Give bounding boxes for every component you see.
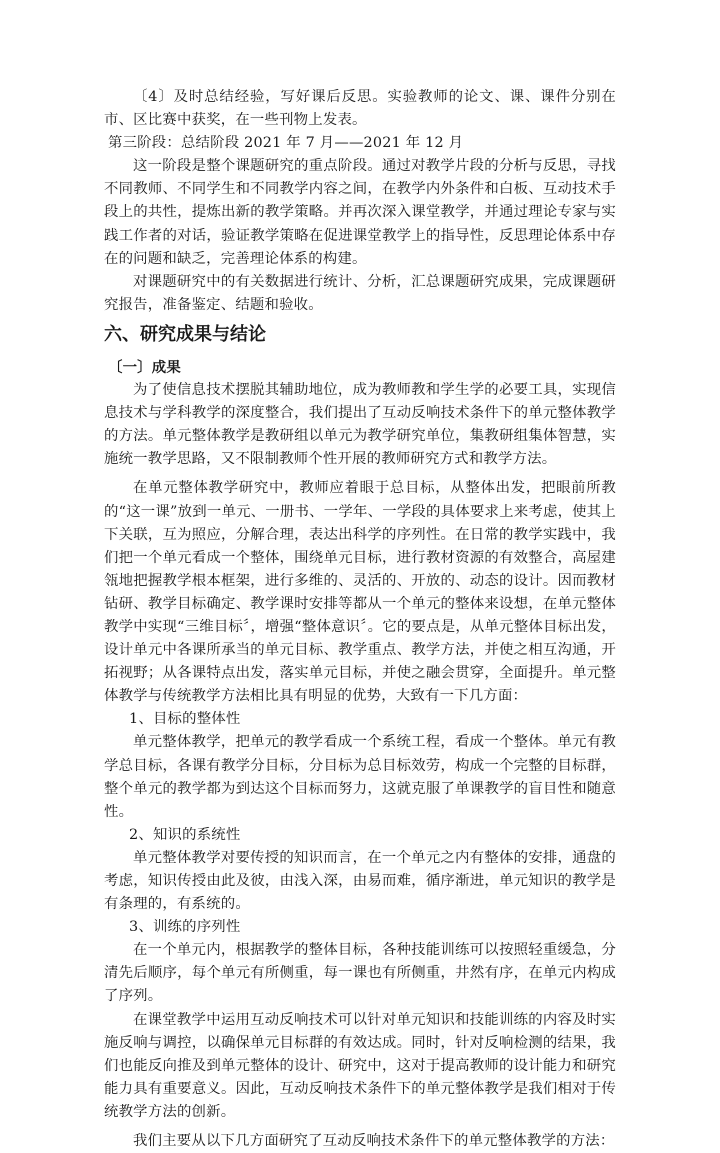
stage-three-heading: 第三阶段：总结阶段 2021 年 7 月——2021 年 12 月 (108, 135, 464, 152)
paragraph-interactive-feedback: 在课堂教学中运用互动反响技术可以针对单元知识和技能训练的内容及时实施反响与调控，以确保单元目标群的有效达成。同时，针对反响检测的结果，我们也能反向推及到单元整体的设计、研究中，这对于提高教师的设计能力和研究能力具有重要意义。因此，互动反响技术条件下的单元整体教学是我们相对于传统教学方法的创新。 (104, 1011, 616, 1120)
paragraph-stage-three-focus: 这一阶段是整个课题研究的重点阶段。通过对教学片段的分析与反思，寻找不同教师、不同学生和不同教学内容之间，在教学内外条件和白板、互动技术手段上的共性，提炼出新的教学策略。并再次深入课堂教学，并通过理论专家与实践工作者的对话，验证教学策略在促进课堂教学上的指导性，反思理论体系中存在的问题和缺乏，完善理论体系的构建。 (104, 158, 616, 267)
subsection-heading-achievements: 〔一〕成果 (108, 358, 181, 376)
section-heading-results: 六、研究成果与结论 (104, 323, 266, 345)
document-page (104, 86, 616, 1153)
list-item-training-sequence: 3、训练的序列性 (129, 919, 241, 936)
paragraph-training-sequence: 在一个单元内，根据教学的整体目标，各种技能训练可以按照轻重缓急，分清先后顺序，每个单元有所侧重，每一课也有所侧重，井然有序，在单元内构成了序列。 (104, 942, 616, 1005)
paragraph-summary-experience: 〔4〕及时总结经验，写好课后反思。实验教师的论文、课、课件分别在市、区比赛中获奖，在一些刊物上发表。 (104, 89, 616, 129)
paragraph-research-methods: 我们主要从以下几方面研究了互动反响技术条件下的单元整体教学的方法： (133, 1133, 615, 1150)
paragraph-goal-integrity: 单元整体教学，把单元的教学看成一个系统工程，看成一个整体。单元有教学总目标，各课有教学分目标，分目标为总目标效劳，构成一个完整的目标群，整个单元的教学都为到达这个目标而努力，这就克服了单课教学的盲目性和随意性。 (104, 734, 616, 820)
paragraph-unit-teaching: 在单元整体教学研究中，教师应着眼于总目标，从整体出发，把眼前所教的“这一课”放到一单元、一册书、一学年、一学段的具体要求上来考虑，使其上下关联，互为照应，分解合理，表达出科学的序列性。在日常的教学实践中，我们把一个单元看成一个整体，围绕单元目标，进行教材资源的有效整合，高屋建瓴地把握教学根本框架，进行多维的、灵活的、开放的、动态的设计。因而教材钻研、教学目标确定、教学课时安排等都从一个单元的整体来设想，在单元整体教学中实现“三维目标〞，增强“整体意识〞。它的要点是，从单元整体目标出发，设计单元中各课所承当的单元目标、教学重点、教学方法，并使之相互沟通，开拓视野；从各课特点出发，落实单元目标，并使之融会贯穿，全面提升。单元整体教学与传统教学方法相比具有明显的优势，大致有一下几方面： (104, 480, 616, 705)
paragraph-knowledge-system: 单元整体教学对要传授的知识而言，在一个单元之内有整体的安排，通盘的考虑，知识传授由此及彼，由浅入深，由易而难，循序渐进，单元知识的教学是有条理的，有系统的。 (104, 849, 616, 913)
list-item-knowledge-system: 2、知识的系统性 (129, 826, 241, 843)
list-item-goal-integrity: 1、目标的整体性 (129, 711, 241, 728)
paragraph-data-statistics: 对课题研究中的有关数据进行统计、分析，汇总课题研究成果，完成课题研究报告，准备鉴定、结题和验收。 (104, 273, 616, 313)
paragraph-purpose: 为了使信息技术摆脱其辅助地位，成为教师教和学生学的必要工具，实现信息技术与学科教学的深度整合，我们提出了互动反响技术条件下的单元整体教学的方法。单元整体教学是教研组以单元为教学研究单位，集教研组集体智慧，实施统一教学思路，又不限制教师个性开展的教师研究方式和教学方法。 (104, 382, 616, 468)
